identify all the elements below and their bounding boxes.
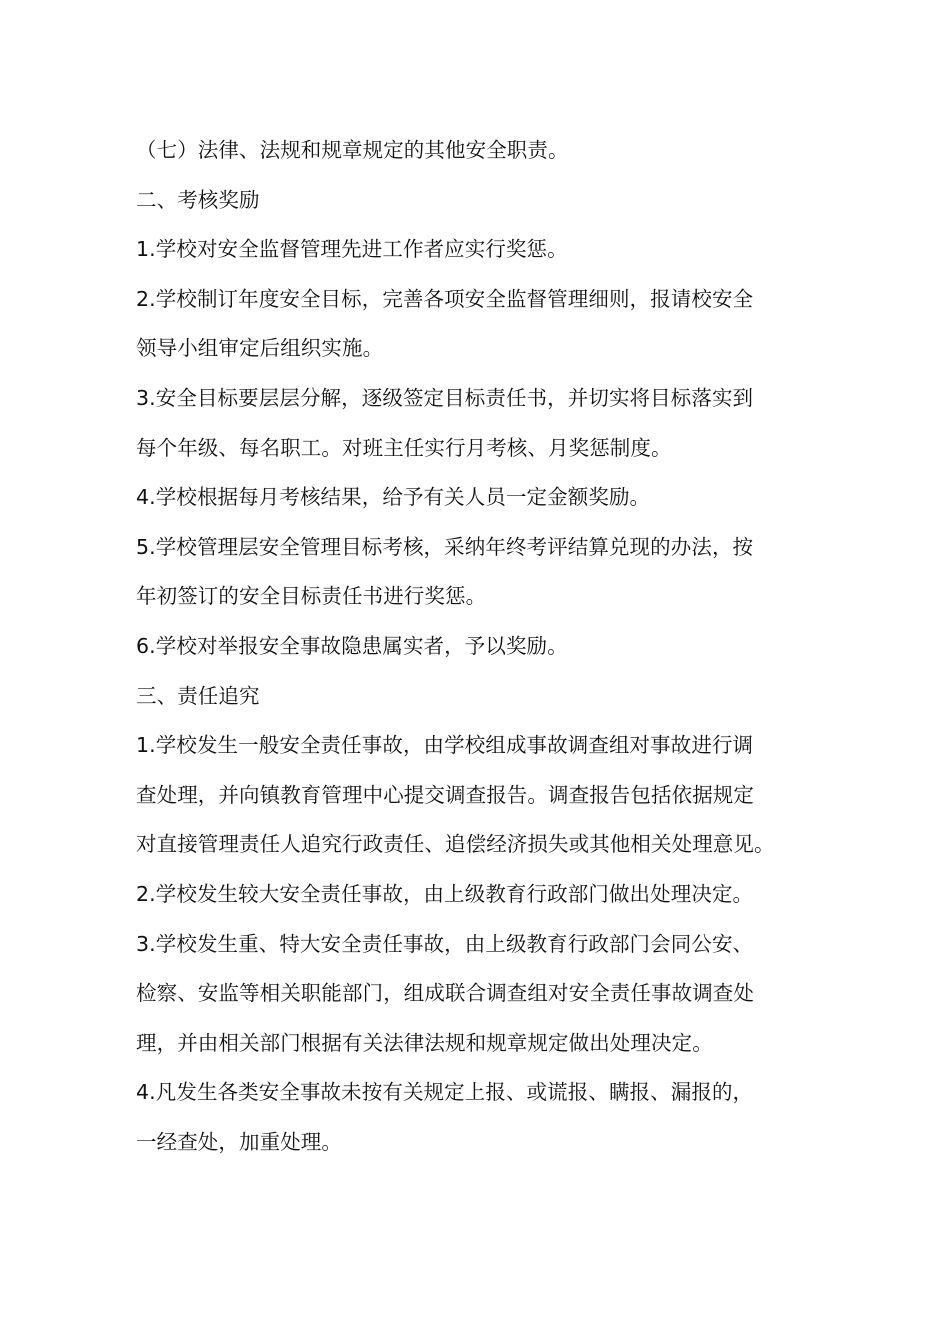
- text-line: 对直接管理责任人追究行政责任、追偿经济损失或其他相关处理意见。: [136, 832, 775, 857]
- text-line: 6.学校对举报安全事故隐患属实者，予以奖励。: [136, 633, 568, 658]
- text-line: 2.学校发生较大安全责任事故，由上级教育行政部门做出处理决定。: [136, 881, 754, 906]
- text-line: 4.凡发生各类安全事故未按有关规定上报、或谎报、瞒报、漏报的，: [136, 1080, 754, 1105]
- text-line: 检察、安监等相关职能部门，组成联合调查组对安全责任事故调查处: [136, 981, 754, 1006]
- text-line: 1.学校对安全监督管理先进工作者应实行奖惩。: [136, 237, 568, 262]
- text-line: 查处理，并向镇教育管理中心提交调查报告。调查报告包括依据规定: [136, 782, 754, 807]
- text-line: （七）法律、法规和规章规定的其他安全职责。: [136, 138, 569, 162]
- section-heading: 三、责任追究: [136, 683, 260, 708]
- text-line: 3.学校发生重、特大安全责任事故，由上级教育行政部门会同公安、: [136, 931, 754, 956]
- text-line: 年初签订的安全目标责任书进行奖惩。: [136, 584, 487, 609]
- text-line: 4.学校根据每月考核结果，给予有关人员一定金额奖励。: [136, 485, 651, 510]
- section-heading: 二、考核奖励: [136, 187, 260, 212]
- text-line: 2.学校制订年度安全目标，完善各项安全监督管理细则，报请校安全: [136, 286, 754, 311]
- document-body: [136, 126, 820, 1167]
- text-line: 领导小组审定后组织实施。: [136, 336, 384, 361]
- text-line: 一经查处，加重处理。: [136, 1129, 342, 1154]
- text-line: 理，并由相关部门根据有关法律法规和规章规定做出处理决定。: [136, 1030, 713, 1055]
- text-line: 5.学校管理层安全管理目标考核，采纳年终考评结算兑现的办法，按: [136, 534, 754, 559]
- text-line: 3.安全目标要层层分解，逐级签定目标责任书，并切实将目标落实到: [136, 385, 754, 410]
- text-line: 每个年级、每名职工。对班主任实行月考核、月奖惩制度。: [136, 435, 672, 460]
- text-line: 1.学校发生一般安全责任事故，由学校组成事故调查组对事故进行调: [136, 733, 754, 758]
